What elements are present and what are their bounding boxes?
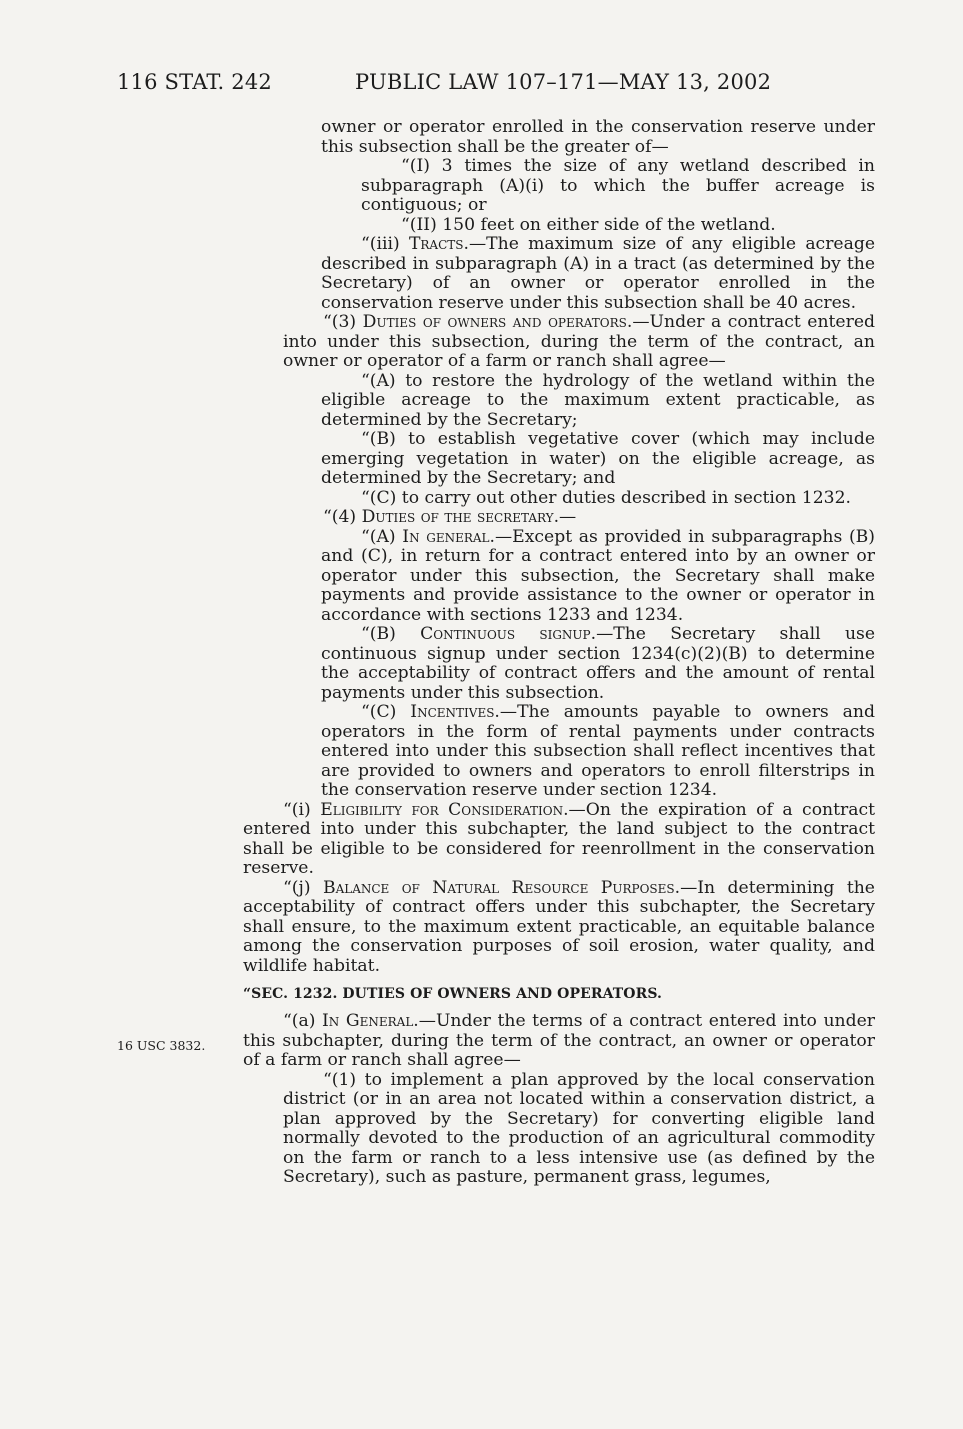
clause-I: “(I) 3 times the size of any wetland described in subparagraph (A)(i) to which the buffer acreage is contiguous; or xyxy=(361,156,875,215)
usc-margin-note: 16 USC 3832. xyxy=(117,1038,206,1053)
clause-iii: “(iii) Tracts.—The maximum size of any eligible acreage described in subparagraph (A) in a tract (as determined by the Secretary) of an owner or operator enrolled in the conservation reserve under this subsection shall be 40 acres. xyxy=(321,234,875,313)
running-header: PUBLIC LAW 107–171—MAY 13, 2002 xyxy=(355,70,772,94)
paragraph-4-heading: Duties of the secretary xyxy=(361,507,554,527)
subsection-a: “(a) In General.—Under the terms of a contract entered into under this subchapter, during the term of the contract, an owner or operator of a farm or ranch shall agree— xyxy=(243,1011,875,1070)
subparagraph-4C: “(C) Incentives.—The amounts payable to owners and operators in the form of rental payments under contracts entered into under this subsection shall reflect incentives that are provided to owners and operators to enroll filterstrips in the conservation reserve under section 1234. xyxy=(321,702,875,800)
paragraph-3: “(3) Duties of owners and operators.—Under a contract entered into under this subsection, during the term of the contract, an owner or operator of a farm or ranch shall agree— xyxy=(283,312,875,371)
clause-iii-heading: Tracts xyxy=(408,234,464,254)
subparagraph-4C-heading: Incentives xyxy=(410,702,495,722)
paragraph-3-heading: Duties of owners and operators xyxy=(362,312,627,332)
subsection-j-heading: Balance of Natural Resource Purposes xyxy=(322,877,675,898)
subparagraph-4A-heading: In general xyxy=(402,526,490,547)
text-line: owner or operator enrolled in the conservation reserve under this subsection shall be the greater of— xyxy=(321,117,875,157)
section-heading: “SEC. 1232. DUTIES OF OWNERS AND OPERATORS. xyxy=(243,986,663,1002)
subparagraph-3C: “(C) to carry out other duties described in section 1232. xyxy=(361,487,852,508)
subparagraph-3B: “(B) to establish vegetative cover (which may include emerging vegetation in water) on the eligible acreage, as determined by the Secretary; and xyxy=(321,429,875,488)
paragraph-a1: “(1) to implement a plan approved by the local conservation district (or in an area not located within a conservation district, a plan approved by the Secretary) for converting eligible land normally devoted to the production of an agricultural commodity on the farm or ranch to a less intensive use (as defined by the Secretary), such as pasture, permanent grass, legumes, xyxy=(283,1069,875,1187)
clause-II: “(II) 150 feet on either side of the wetland. xyxy=(401,214,776,235)
subparagraph-4B-heading: Continuous signup xyxy=(420,624,591,644)
subsection-i-heading: Eligibility for Consideration xyxy=(320,799,564,820)
statute-body xyxy=(243,118,875,1188)
page-citation: 116 STAT. 242 xyxy=(117,70,272,94)
subsection-a-heading: In General xyxy=(322,1011,414,1031)
subparagraph-4A: “(A) In general.—Except as provided in subparagraphs (B) and (C), in return for a contract entered into by an owner or operator under this subsection, the Secretary shall make payments and provide assistance to the owner or operator in accordance with sections 1233 and 1234. xyxy=(321,526,875,625)
paragraph-4: “(4) Duties of the secretary.— xyxy=(323,507,577,527)
subparagraph-3A: “(A) to restore the hydrology of the wetland within the eligible acreage to the maximum extent practicable, as determined by the Secretary; xyxy=(321,370,875,430)
subsection-i: “(i) Eligibility for Consideration.—On the expiration of a contract entered into under this subchapter, the land subject to the contract shall be eligible to be considered for reenrollment in the conservation reserve. xyxy=(243,799,876,878)
subsection-j: “(j) Balance of Natural Resource Purposes.—In determining the acceptability of contract offers under this subchapter, the Secretary shall ensure, to the maximum extent practicable, an equitable balance among the conservation purposes of soil erosion, water quality, and wildlife habitat. xyxy=(243,877,875,976)
subparagraph-4B: “(B) Continuous signup.—The Secretary shall use continuous signup under section 1234(c)(2)(B) to determine the acceptability of contract offers and the amount of rental payments under this subsection. xyxy=(321,624,876,703)
